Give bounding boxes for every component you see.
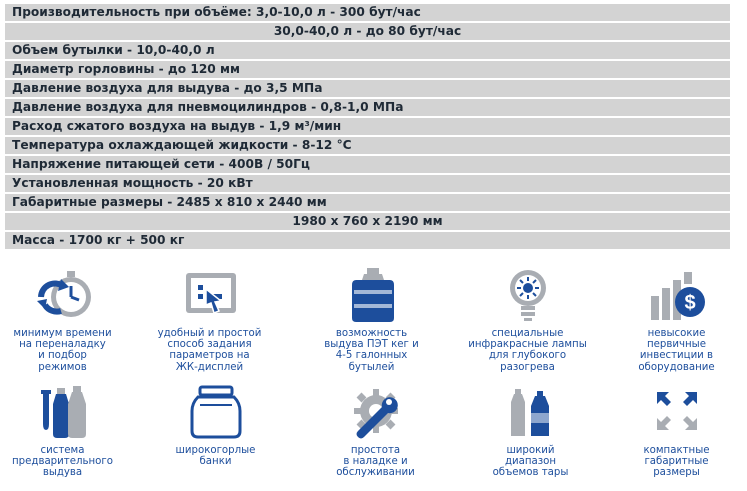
- feature-label: простота в наладке и обслуживании: [336, 445, 415, 479]
- feature-easy-maintenance: [303, 381, 448, 479]
- feature-preblow-system: [0, 381, 135, 479]
- spec-row: Давление воздуха для пневмоцилиндров - 0,8-1,0 МПа: [5, 99, 730, 116]
- feature-quick-changeover: [0, 264, 135, 373]
- feature-label: широкий диапазон объемов тары: [492, 445, 569, 479]
- compact-arrows-icon: [604, 381, 747, 443]
- stopwatch-refresh-icon: [0, 264, 135, 326]
- spec-row: Напряжение питающей сети - 400В / 50Гц: [5, 156, 730, 173]
- preform-bottles-icon: [0, 381, 135, 443]
- feature-low-investment: [604, 264, 747, 373]
- feature-touch-display: [137, 264, 282, 373]
- spec-row: Габаритные размеры - 2485 х 810 х 2440 мм: [5, 194, 730, 211]
- wide-jar-icon: [143, 381, 288, 443]
- feature-label: возможность выдува ПЭТ кег и 4-5 галонных бутылей: [324, 328, 419, 373]
- feature-infrared-lamps: [455, 264, 600, 373]
- spec-table: [5, 4, 730, 251]
- feature-label: широкогорлые банки: [175, 445, 256, 468]
- spec-row: Установленная мощность - 20 кВт: [5, 175, 730, 192]
- feature-label: компактные габаритные размеры: [643, 445, 710, 479]
- feature-label: удобный и простой способ задания параметров на ЖК-дисплей: [157, 328, 262, 373]
- spec-row: Объем бутылки - 10,0-40,0 л: [5, 42, 730, 59]
- touch-display-icon: [137, 264, 282, 326]
- bottles-range-icon: [458, 381, 603, 443]
- spec-row: Давление воздуха для выдува - до 3,5 МПа: [5, 80, 730, 97]
- feature-label: невысокие первичные инвестиции в оборудование: [638, 328, 715, 373]
- feature-label: система предварительного выдува: [12, 445, 113, 479]
- feature-wide-jars: [143, 381, 288, 467]
- feature-label: специальные инфракрасные лампы для глубокого разогрева: [468, 328, 587, 373]
- feature-pet-kegs: [299, 264, 444, 373]
- wrench-gear-icon: [303, 381, 448, 443]
- features-grid: [0, 258, 747, 488]
- spec-row: Диаметр горловины - до 120 мм: [5, 61, 730, 78]
- svg-text:$: $: [683, 292, 696, 314]
- spec-row: Расход сжатого воздуха на выдув - 1,9 м³/мин: [5, 118, 730, 135]
- spec-row: Масса - 1700 кг + 500 кг: [5, 232, 730, 249]
- feature-wide-volume-range: [458, 381, 603, 479]
- infrared-lamp-icon: [455, 264, 600, 326]
- feature-compact-size: [604, 381, 747, 479]
- feature-label: минимум времени на переналадку и подбор режимов: [13, 328, 112, 373]
- water-bottle-icon: [299, 264, 444, 326]
- spec-row: 1980 х 760 х 2190 мм: [5, 213, 730, 230]
- investment-dollar-icon: [604, 264, 747, 326]
- spec-row: Производительность при объёме: 3,0-10,0 л - 300 бут/час: [5, 4, 730, 21]
- spec-row: Температура охлаждающей жидкости - 8-12 °С: [5, 137, 730, 154]
- spec-row: 30,0-40,0 л - до 80 бут/час: [5, 23, 730, 40]
